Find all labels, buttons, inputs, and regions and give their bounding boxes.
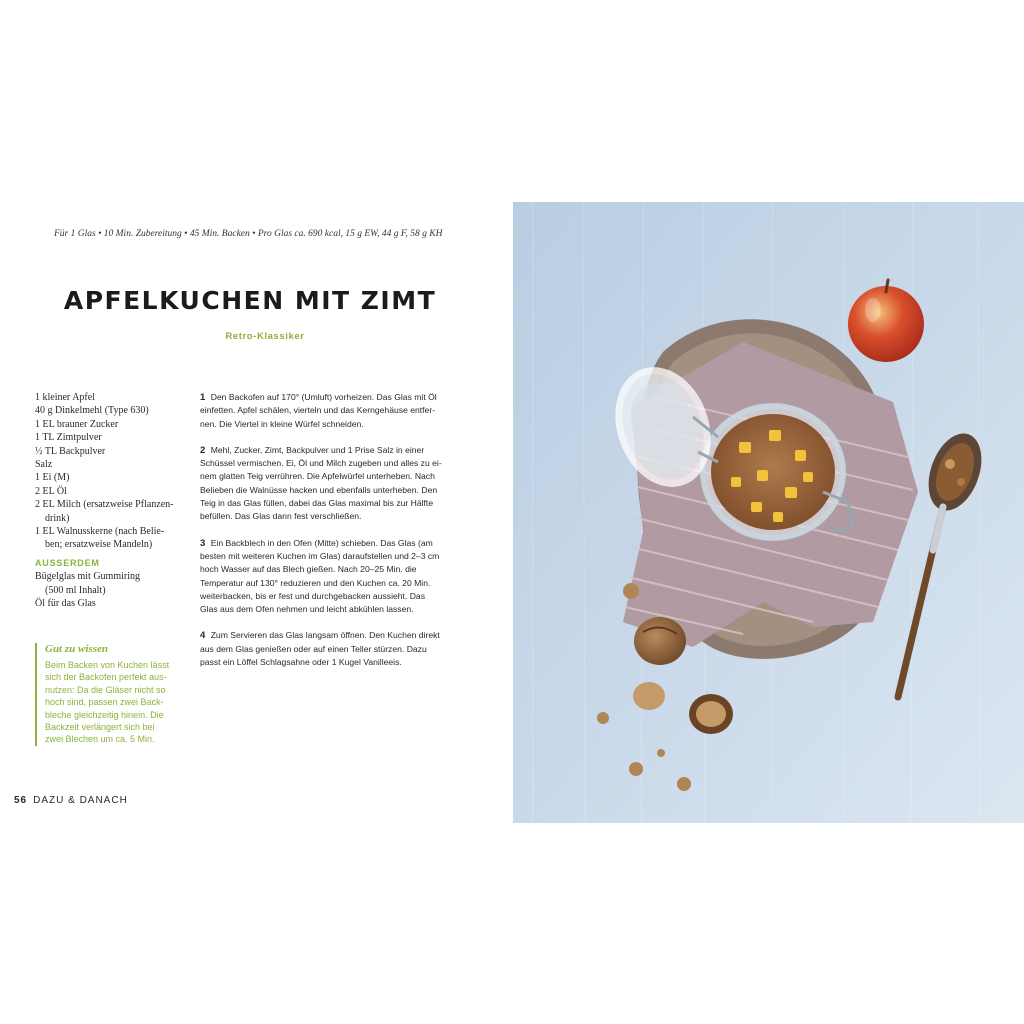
extra-line: Öl für das Glas bbox=[35, 598, 96, 610]
ingredient-line: 40 g Dinkelmehl (Type 630) bbox=[35, 405, 149, 417]
step-line: Den Backofen auf 170° (Umluft) vorheizen. Das Glas mit Öl bbox=[210, 392, 437, 402]
tip-line: bleche gleichzeitig hinein. Die bbox=[45, 709, 164, 720]
tip-line: hoch sind, passen zwei Back- bbox=[45, 697, 164, 708]
section-name: DAZU & DANACH bbox=[33, 795, 128, 806]
tip-body bbox=[45, 659, 191, 746]
step-4 bbox=[200, 629, 475, 669]
tip-line: Backzeit verlängert sich bei bbox=[45, 722, 155, 733]
step-line: Ein Backblech in den Ofen (Mitte) schieben. Das Glas (am bbox=[210, 537, 433, 548]
step-line: Schüssel vermischen. Ei, Öl und Milch zugeben und alles zu ei- bbox=[200, 458, 442, 469]
tip-line: sich der Backofen perfekt aus- bbox=[45, 672, 167, 683]
apple-cake-jar-photo bbox=[513, 202, 1024, 823]
step-line: einfetten. Apfel schälen, vierteln und das Kerngehäuse entfer- bbox=[200, 405, 436, 416]
ingredient-line: 2 EL Milch (ersatzweise Pflanzen- bbox=[35, 499, 174, 511]
step-line: Glas aus dem Ofen nehmen und leicht abkühlen lassen. bbox=[200, 604, 414, 615]
ingredient-line: 1 kleiner Apfel bbox=[35, 392, 95, 403]
extras-heading: AUSSERDEM bbox=[35, 557, 100, 568]
tip-line: Beim Backen von Kuchen lässt bbox=[45, 660, 170, 670]
step-line: Mehl, Zucker, Zimt, Backpulver und 1 Prise Salz in einer bbox=[210, 444, 425, 455]
step-number: 2 bbox=[200, 444, 206, 456]
ingredient-line: 1 Ei (M) bbox=[35, 472, 70, 484]
tip-title: Gut zu wissen bbox=[45, 643, 108, 655]
ingredient-line: 1 TL Zimtpulver bbox=[35, 432, 102, 444]
recipe-title: APFELKUCHEN MIT ZIMT bbox=[63, 286, 437, 315]
ingredient-line: 1 EL Walnusskerne (nach Belie- bbox=[35, 526, 165, 538]
tip-box bbox=[35, 643, 191, 746]
recipe-subtitle: Retro-Klassiker bbox=[225, 331, 305, 342]
page-footer bbox=[14, 795, 128, 806]
ingredient-line: ben; ersatzweise Mandeln) bbox=[45, 539, 153, 551]
ingredient-line: 1 EL brauner Zucker bbox=[35, 418, 119, 430]
step-line: passt ein Löffel Schlagsahne oder 1 Kugel Vanilleeis. bbox=[200, 657, 402, 668]
instruction-steps bbox=[200, 391, 475, 682]
page-number: 56 bbox=[14, 795, 28, 806]
step-line: Temperatur auf 130° reduzieren und den Kuchen ca. 20 Min. bbox=[200, 577, 431, 588]
tip-line: zwei Blechen um ca. 5 Min. bbox=[45, 734, 155, 745]
step-line: weiterbacken, bis er fest und durchgebacken aussieht. Das bbox=[200, 590, 425, 601]
step-number: 1 bbox=[200, 392, 206, 403]
step-line: befüllen. Das Glas dann fest verschließen. bbox=[200, 511, 362, 522]
step-line: nem glatten Teig verrühren. Die Apfelwürfel unterheben. Nach bbox=[200, 471, 435, 482]
recipe-meta-line: Für 1 Glas • 10 Min. Zubereitung • 45 Min. Backen • Pro Glas ca. 690 kcal, 15 g EW, 44 g F, 58 g KH bbox=[54, 229, 443, 239]
step-3 bbox=[200, 537, 475, 617]
step-number: 4 bbox=[200, 630, 206, 642]
extra-line: Bügelglas mit Gummiring bbox=[35, 571, 140, 583]
step-line: Zum Servieren das Glas langsam öffnen. Den Kuchen direkt bbox=[210, 630, 440, 641]
step-2 bbox=[200, 444, 475, 524]
ingredient-list bbox=[35, 391, 185, 611]
step-line: nen. Die Viertel in kleine Würfel schneiden. bbox=[200, 418, 364, 429]
step-1 bbox=[200, 391, 475, 431]
ingredient-line: ½ TL Backpulver bbox=[35, 445, 106, 457]
tip-line: nutzen: Da die Gläser nicht so bbox=[45, 684, 166, 695]
step-line: aus dem Glas genießen oder auf einen Teller stürzen. Dazu bbox=[200, 643, 427, 654]
step-number: 3 bbox=[200, 537, 206, 549]
ingredient-line: Salz bbox=[35, 459, 53, 471]
ingredient-line: 2 EL Öl bbox=[35, 485, 67, 497]
step-line: Teig in das Glas füllen, dabei das Glas maximal bis zur Hälfte bbox=[200, 498, 434, 509]
extra-line: (500 ml Inhalt) bbox=[45, 584, 106, 596]
ingredient-line: drink) bbox=[45, 512, 70, 524]
step-line: besten mit weiteren Kuchen im Glas) daraufstellen und 2–3 cm bbox=[200, 550, 440, 561]
step-line: hoch Wasser auf das Blech gießen. Nach 20–25 Min. die bbox=[200, 564, 417, 575]
step-line: Belieben die Walnüsse hacken und ebenfalls unterheben. Den bbox=[200, 484, 438, 495]
